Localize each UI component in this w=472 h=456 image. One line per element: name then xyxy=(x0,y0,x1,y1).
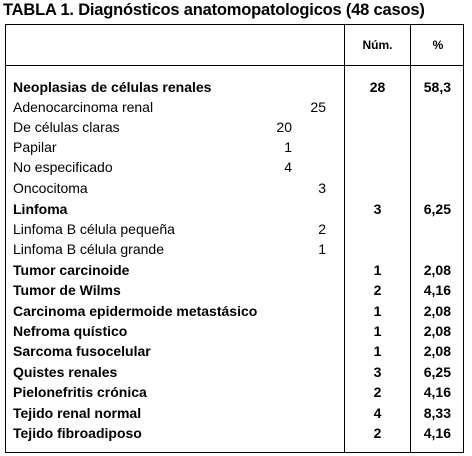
row-count: 4 xyxy=(373,405,382,421)
table-row xyxy=(6,157,463,177)
row-count: 2 xyxy=(373,282,382,298)
table-row xyxy=(6,403,463,423)
table-row xyxy=(6,341,463,361)
row-subcount: 25 xyxy=(310,99,326,115)
row-percent: 4,16 xyxy=(423,282,451,298)
row-subcount: 3 xyxy=(318,180,326,196)
table-title: TABLA 1. Diagnósticos anatomopatologicos (48 casos) xyxy=(3,1,425,19)
row-count: 1 xyxy=(373,323,382,339)
row-label: No especificado xyxy=(13,159,113,175)
row-count: 28 xyxy=(369,79,386,95)
row-count: 1 xyxy=(373,262,382,278)
row-percent: 6,25 xyxy=(423,364,451,380)
row-percent: 58,3 xyxy=(423,79,451,95)
row-count: 1 xyxy=(373,343,382,359)
row-percent: 4,16 xyxy=(423,384,451,400)
row-label: Linfoma xyxy=(13,201,68,217)
diagnosis-table xyxy=(5,24,464,453)
row-label: Oncocitoma xyxy=(13,180,88,196)
row-label: Linfoma B célula grande xyxy=(13,241,164,257)
table-row xyxy=(6,321,463,341)
row-percent: 6,25 xyxy=(423,201,451,217)
table-row xyxy=(6,260,463,280)
row-percent: 2,08 xyxy=(423,343,451,359)
table-row xyxy=(6,117,463,137)
row-label: Tumor de Wilms xyxy=(13,282,121,298)
row-label: Nefroma quístico xyxy=(13,323,128,339)
row-label: Pielonefritis crónica xyxy=(13,384,147,400)
table-row xyxy=(6,97,463,117)
row-percent: 2,08 xyxy=(423,262,451,278)
row-subcount: 1 xyxy=(318,241,326,257)
row-percent: 2,08 xyxy=(423,303,451,319)
table-row xyxy=(6,423,463,443)
row-label: Sarcoma fusocelular xyxy=(13,343,151,359)
table-row xyxy=(6,382,463,402)
table-row xyxy=(6,239,463,259)
row-count: 3 xyxy=(373,201,382,217)
table-row xyxy=(6,362,463,382)
row-percent: 4,16 xyxy=(423,425,451,441)
row-subcount: 20 xyxy=(276,119,292,135)
row-label: Tumor carcinoide xyxy=(13,262,130,278)
header-divider xyxy=(6,65,463,66)
row-label: Adenocarcinoma renal xyxy=(13,99,154,115)
table-row xyxy=(6,280,463,300)
header-pct: % xyxy=(432,38,444,52)
row-percent: 2,08 xyxy=(423,323,451,339)
row-label: Neoplasias de células renales xyxy=(13,79,212,95)
row-count: 2 xyxy=(373,384,382,400)
table-row xyxy=(6,199,463,219)
row-count: 3 xyxy=(373,364,382,380)
row-label: Carcinoma epidermoide metastásico xyxy=(13,303,258,319)
row-label: Quistes renales xyxy=(13,364,118,380)
row-count: 1 xyxy=(373,303,382,319)
row-subcount: 4 xyxy=(284,159,292,175)
header-num: Núm. xyxy=(362,38,393,52)
table-row xyxy=(6,178,463,198)
table-row xyxy=(6,137,463,157)
row-label: De células claras xyxy=(13,119,120,135)
row-label: Papilar xyxy=(13,139,57,155)
row-subcount: 1 xyxy=(284,139,292,155)
row-subcount: 2 xyxy=(318,221,326,237)
table-row xyxy=(6,77,463,97)
row-label: Tejido renal normal xyxy=(13,405,142,421)
row-count: 2 xyxy=(373,425,382,441)
row-label: Linfoma B célula pequeña xyxy=(13,221,175,237)
table-row xyxy=(6,219,463,239)
row-label: Tejido fibroadiposo xyxy=(13,425,142,441)
table-row xyxy=(6,301,463,321)
row-percent: 8,33 xyxy=(423,405,451,421)
